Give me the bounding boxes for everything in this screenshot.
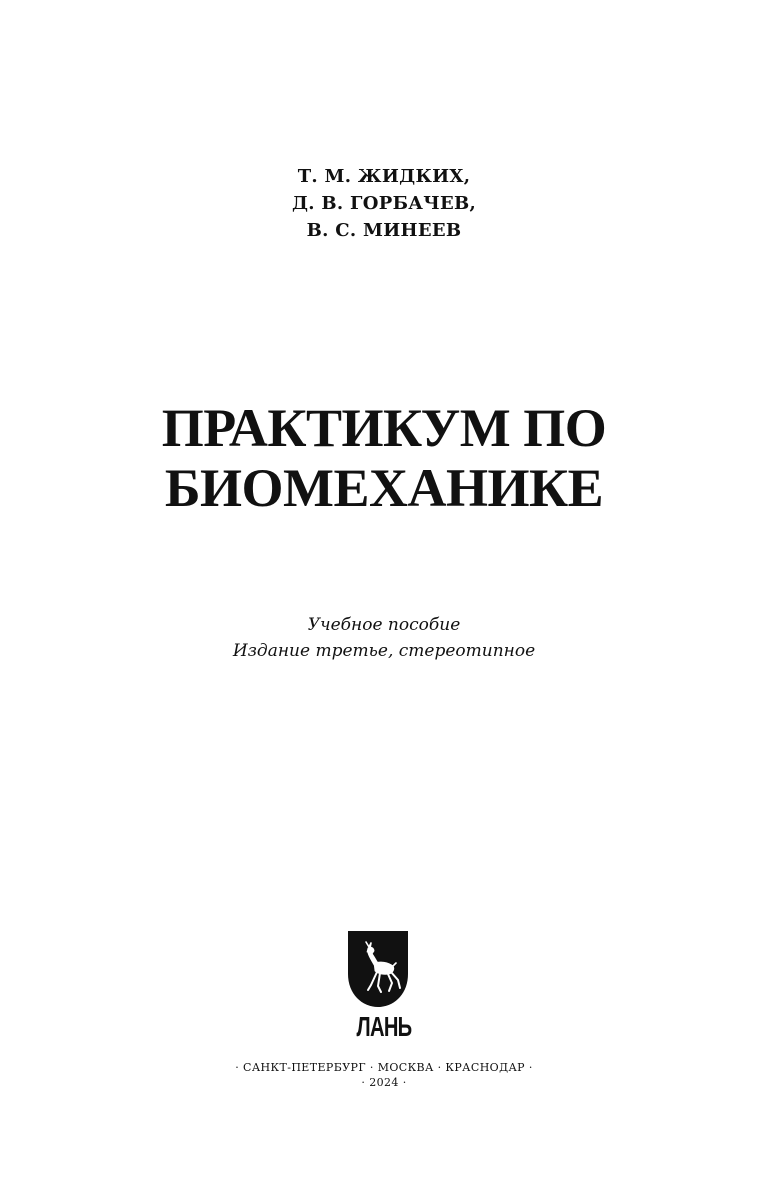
- book-title-line-1: ПРАКТИКУМ ПО: [161, 398, 607, 458]
- subtitle-block: [0, 612, 768, 664]
- book-type: Учебное пособие: [307, 615, 461, 635]
- book-title-line-2: БИОМЕХАНИКЕ: [164, 458, 604, 518]
- edition-info: Издание третье, стереотипное: [232, 641, 536, 661]
- book-title: [0, 398, 768, 518]
- publication-year: · 2024 ·: [361, 1076, 407, 1089]
- publisher-cities: · САНКТ-ПЕТЕРБУРГ · МОСКВА · КРАСНОДАР ·: [235, 1061, 533, 1074]
- author-2: Д. В. ГОРБАЧЕВ,: [291, 193, 477, 214]
- author-3: В. С. МИНЕЕВ: [306, 220, 462, 241]
- author-1: Т. М. ЖИДКИХ,: [297, 166, 471, 187]
- authors-block: [0, 163, 768, 244]
- publisher-name: ЛАНЬ: [356, 1011, 412, 1042]
- deer-shield-icon: [347, 930, 409, 1008]
